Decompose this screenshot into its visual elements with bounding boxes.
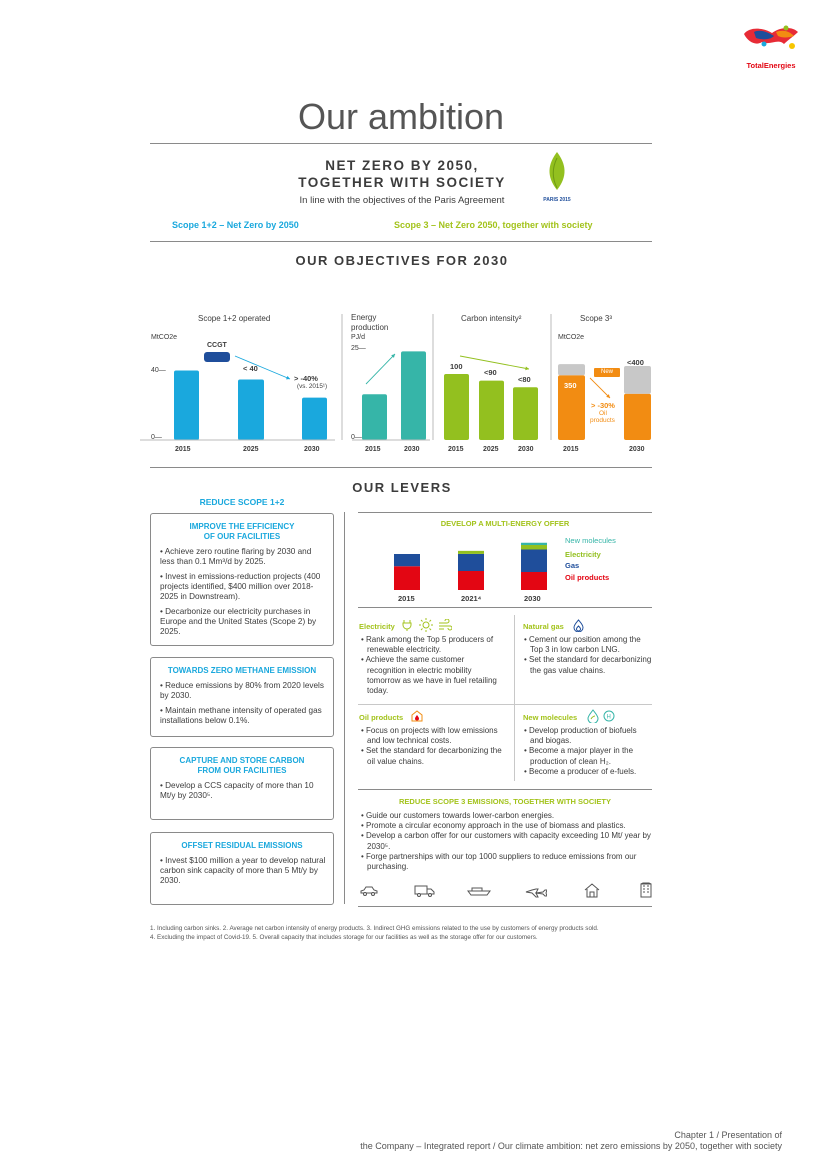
- chart4-label-2030: <400: [627, 358, 644, 367]
- divider: [150, 143, 652, 144]
- list-item: • Become a producer of e-fuels.: [524, 766, 637, 776]
- scope3-levers-title: REDUCE SCOPE 3 EMISSIONS, TOGETHER WITH SOCIETY: [399, 797, 611, 806]
- electricity-title: Electricity: [359, 622, 395, 631]
- chart1-ccgt-label: CCGT: [207, 342, 227, 349]
- lever-item: • Invest $100 million a year to develop natural carbon sink capacity of more than 5 Mt/y by 2030.: [160, 856, 326, 885]
- chart1-x-2030: 2030: [304, 446, 320, 453]
- list-item: • Forge partnerships with our top 1000 suppliers to reduce emissions from our purchasing.: [361, 851, 637, 872]
- list-item: • Guide our customers towards lower-carbon energies.: [361, 811, 555, 820]
- list-item: • Develop a carbon offer for our customers with capacity exceeding 10 Mt/ year by 2030⁵.: [361, 831, 651, 851]
- bar-scope12-ccgt: [204, 352, 230, 362]
- list-item: • Develop production of biofuels and biogas.: [524, 726, 637, 746]
- scope3-list: [359, 811, 651, 872]
- bar-intensity-2015: [444, 374, 469, 440]
- scope3-trend-arrow: [590, 378, 610, 398]
- chart4-new-badge: New: [594, 368, 620, 377]
- chart2-ytick-zero: 0—: [351, 434, 362, 441]
- intensity-trend-arrow-head: [525, 366, 529, 370]
- divider: [358, 789, 652, 790]
- chart4-label-2015: 350: [564, 381, 577, 390]
- divider: [358, 906, 652, 907]
- chart3-label-2025: <90: [484, 368, 497, 377]
- bar-multi-2021-electricity: [458, 551, 484, 554]
- chart2-x-2030: 2030: [404, 446, 420, 453]
- bar-intensity-2030: [513, 387, 538, 440]
- chart3-label-2030: <80: [518, 375, 531, 384]
- bar-multi-2030-gas: [521, 550, 547, 573]
- bar-multi-2030-oil: [521, 572, 547, 590]
- lever-box-efficiency: [150, 513, 334, 646]
- scope12-objective: Scope 1+2 – Net Zero by 2050: [172, 220, 299, 230]
- bar-scope3-2015-other: [558, 364, 585, 375]
- grid-horizontal-divider: [358, 704, 652, 705]
- divider: [150, 467, 652, 468]
- oil-products-list: [359, 726, 507, 767]
- chart1-ytick-zero: 0—: [151, 434, 162, 441]
- bar-scope12-2025: [238, 380, 264, 440]
- chart1-x-2015: 2015: [175, 446, 191, 453]
- legend-oil: Oil products: [565, 573, 610, 582]
- chart3-x-2025: 2025: [483, 446, 499, 453]
- bar-intensity-2025: [479, 381, 504, 440]
- energy-trend-arrow: [366, 354, 395, 384]
- electricity-list: [359, 635, 504, 696]
- lever-item: • Decarbonize our electricity purchases in Europe and the United States (Scope 2) by 2025.: [160, 607, 317, 636]
- chart1-2030-label: > -40%: [294, 374, 318, 383]
- chart4-x-2030: 2030: [629, 446, 645, 453]
- divider: [150, 241, 652, 242]
- lever-item: • Achieve zero routine flaring by 2030 and less than 0.1 Mm³/d by 2025.: [160, 547, 312, 566]
- chart1-ytick-top: 40—: [151, 367, 166, 374]
- page-title: Our ambition: [297, 96, 505, 137]
- bar-multi-2021-oil: [458, 571, 484, 590]
- list-item: • Set the standard for decarbonizing the oil value chains.: [361, 746, 502, 766]
- lever-item: • Develop a CCS capacity of more than 10 Mt/y by 2030⁵.: [160, 781, 314, 800]
- leaf-icon: [540, 150, 574, 196]
- chart2-ytick-top: 25—: [351, 345, 366, 352]
- new-molecules-title: New molecules: [523, 713, 578, 722]
- chart4-reduction-note1: Oil: [599, 410, 607, 417]
- lever-box-methane: [150, 657, 334, 737]
- divider: [358, 512, 652, 513]
- bar-multi-2021-gas: [458, 554, 484, 571]
- truck-icon: [414, 884, 436, 897]
- multi-x-2021: 2021⁴: [461, 594, 482, 603]
- chart2-title: Energy production: [351, 313, 389, 332]
- objectives-title: OUR OBJECTIVES FOR 2030: [295, 253, 509, 268]
- lever-box-title: OF OUR FACILITIES: [203, 532, 281, 541]
- lever-item: • Invest in emissions-reduction projects (400 projects identified, $400 million over 2018-2025 in Downstream).: [160, 572, 321, 601]
- chart4-reduction-label: > -30%: [591, 401, 615, 410]
- chart1-2025-label: < 40: [243, 364, 258, 373]
- bar-multi-2015-oil: [394, 566, 420, 590]
- brand-logo: [740, 24, 802, 68]
- levers-vertical-divider: [344, 512, 345, 904]
- lever-box-title: TOWARDS ZERO METHANE EMISSION: [167, 666, 317, 675]
- chart1-x-2025: 2025: [243, 446, 259, 453]
- chart1-2030-note: (vs. 2015¹): [297, 383, 328, 390]
- multi-energy-chart: [380, 535, 560, 595]
- flame-icon: [573, 619, 584, 632]
- list-item: • Cement our position among the Top 3 in low carbon LNG.: [524, 635, 641, 655]
- lever-box-title: CAPTURE AND STORE CARBON: [179, 756, 305, 765]
- wind-icon: [438, 619, 452, 631]
- bar-scope12-2015: [174, 370, 199, 440]
- list-item: • Set the standard for decarbonizing the gas value chains.: [524, 655, 652, 675]
- lever-box-title: FROM OUR FACILITIES: [197, 766, 287, 775]
- house-icon: [584, 883, 600, 898]
- footer-chapter: Chapter 1 / Presentation of: [674, 1130, 782, 1140]
- bar-multi-2015-gas: [394, 554, 420, 566]
- chart3-title: Carbon intensity²: [461, 314, 522, 323]
- lever-box-title: IMPROVE THE EFFICIENCY: [189, 522, 295, 531]
- oil-products-title: Oil products: [359, 713, 404, 722]
- plane-icon: [525, 884, 547, 898]
- footnote-1: 1. Including carbon sinks. 2. Average net carbon intensity of energy products. 3. Indirect GHG emissions related to the use by customers of energy products sold.: [150, 925, 599, 932]
- bar-multi-2030-new-molecules: [521, 543, 547, 545]
- multi-x-2015: 2015: [398, 594, 415, 603]
- paris-logo: [540, 150, 574, 204]
- chart4-reduction-note2: products: [590, 417, 615, 424]
- net-zero-line1: NET ZERO BY 2050,: [325, 158, 479, 173]
- paris-logo-text: PARIS 2015: [543, 197, 571, 203]
- multi-x-2030: 2030: [524, 594, 541, 603]
- svg-text:H: H: [606, 714, 611, 721]
- hydrogen-icon: [603, 710, 615, 722]
- sun-icon: [419, 618, 433, 632]
- new-molecules-list: [522, 726, 652, 777]
- legend-gas: Gas: [565, 561, 580, 570]
- biofuel-icon: [586, 709, 600, 723]
- brand-name: TotalEnergies: [746, 61, 796, 70]
- chart4-title: Scope 3³: [580, 314, 613, 323]
- chart4-ylabel: MtCO2e: [558, 334, 585, 341]
- scope3-objective: Scope 3 – Net Zero 2050, together with society: [394, 220, 593, 230]
- building-icon: [640, 882, 652, 898]
- ship-icon: [467, 886, 491, 896]
- list-item: • Achieve the same customer recognition in electric mobility tomorrow as we have in fuel retailing today.: [361, 655, 497, 696]
- lever-box-title: OFFSET RESIDUAL EMISSIONS: [181, 841, 303, 850]
- lever-item: • Reduce emissions by 80% from 2020 levels by 2030.: [160, 681, 324, 700]
- divider: [358, 607, 652, 608]
- lever-box-offset: [150, 832, 334, 905]
- bar-energy-2015: [362, 394, 387, 440]
- list-item: • Focus on projects with low emissions and low technical costs.: [361, 726, 498, 746]
- levers-title: OUR LEVERS: [352, 480, 452, 495]
- list-item: • Become a major player in the production of clean H₂.: [524, 746, 634, 766]
- legend-electricity: Electricity: [565, 550, 601, 559]
- legend-new-molecules: New molecules: [565, 536, 616, 545]
- chart3-label-2015: 100: [450, 362, 463, 371]
- plug-icon: [401, 619, 413, 631]
- footnote-2: 4. Excluding the impact of Covid-19. 5. Overall capacity that includes storage for our facilities as well as the storage offer for our customers.: [150, 934, 538, 941]
- car-icon: [359, 885, 379, 897]
- bar-energy-2030: [401, 351, 426, 440]
- net-zero-line2: TOGETHER WITH SOCIETY: [298, 175, 506, 190]
- totalenergies-logo-icon: [740, 24, 802, 54]
- chart1-ylabel: MtCO2e: [151, 334, 178, 341]
- bar-multi-2030-electricity: [521, 545, 547, 550]
- bar-scope3-2030-other: [624, 366, 651, 394]
- chart1-title: Scope 1+2 operated: [198, 314, 271, 323]
- chart4-x-2015: 2015: [563, 446, 579, 453]
- reduce-scope12-title: REDUCE SCOPE 1+2: [199, 497, 285, 507]
- chart2-ylabel: PJ/d: [351, 334, 366, 341]
- natural-gas-list: [522, 635, 652, 676]
- list-item: • Promote a circular economy approach in the use of biomass and plastics.: [361, 821, 626, 831]
- lever-box-ccs: [150, 747, 334, 820]
- grid-vertical-divider: [514, 615, 515, 781]
- list-item: • Rank among the Top 5 producers of renewable electricity.: [361, 635, 494, 655]
- lever-item: • Maintain methane intensity of operated gas installations below 0.1%.: [160, 706, 322, 725]
- chart3-x-2030: 2030: [518, 446, 534, 453]
- chart3-x-2015: 2015: [448, 446, 464, 453]
- bar-scope3-2030-oil: [624, 394, 651, 440]
- bar-scope12-2030: [302, 398, 327, 440]
- net-zero-subtitle: In line with the objectives of the Paris Agreement: [299, 195, 505, 206]
- oil-drum-icon: [411, 710, 423, 722]
- footer-breadcrumb: the Company – Integrated report / Our climate ambition: net zero emissions by 2050, together with society: [360, 1141, 782, 1151]
- objectives-charts: [140, 300, 670, 465]
- multi-energy-title: DEVELOP A MULTI-ENERGY OFFER: [440, 519, 570, 528]
- natural-gas-title: Natural gas: [523, 622, 564, 631]
- chart2-x-2015: 2015: [365, 446, 381, 453]
